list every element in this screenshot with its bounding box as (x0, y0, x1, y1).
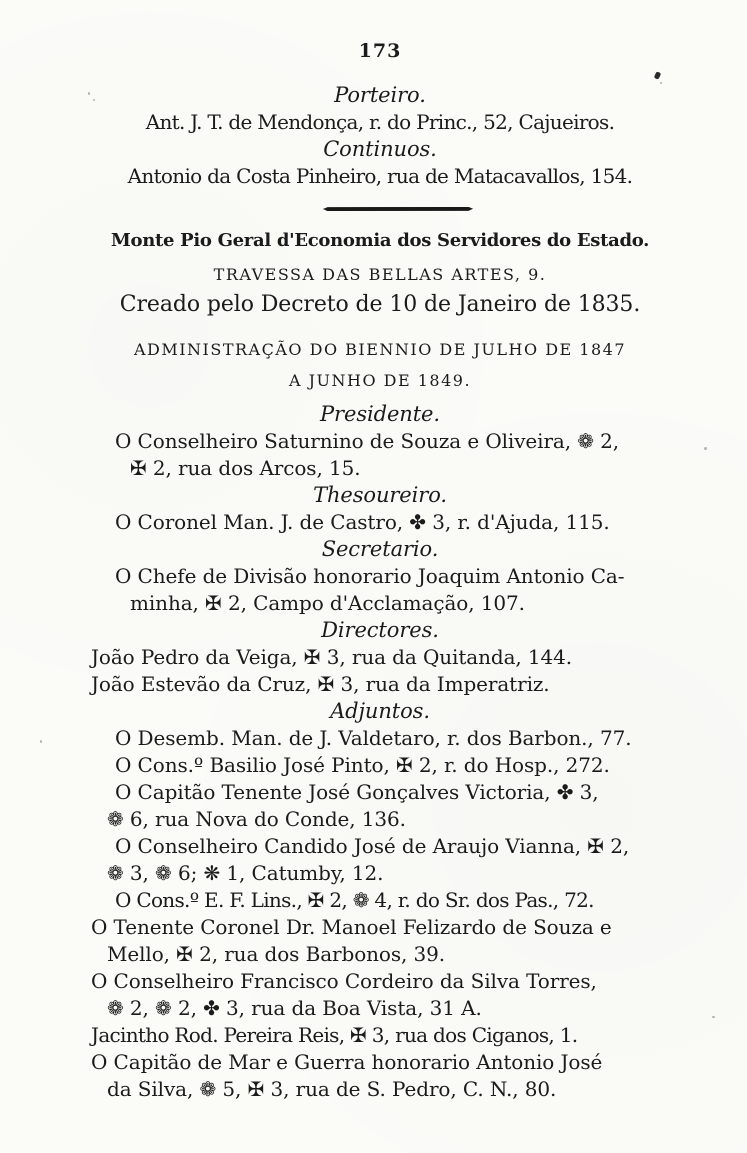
role-heading-thesoureiro: Thesoureiro. (313, 483, 447, 507)
org-title: Monte Pio Geral d'Economia dos Servidores do Estado. (110, 230, 650, 251)
entry-presidente: O Conselheiro Saturnino de Souza e Oliveira, ❁ 2, (115, 429, 620, 453)
entry-secretario-cont: minha, ✠ 2, Campo d'Acclamação, 107. (130, 591, 525, 615)
role-heading-directores: Directores. (321, 618, 439, 642)
entry-adjunto-6-cont: Mello, ✠ 2, rua dos Barbonos, 39. (107, 942, 446, 966)
entry-adjunto-2: O Cons.º Basilio José Pinto, ✠ 2, r. do Hosp., 272. (115, 753, 610, 777)
entry-director-1: João Pedro da Veiga, ✠ 3, rua da Quitanda, 144. (91, 645, 573, 669)
entry-continuo: Antonio da Costa Pinheiro, rua de Matacavallos, 154. (127, 164, 633, 188)
role-heading-porteiro: Porteiro. (334, 83, 426, 107)
role-heading-secretario: Secretario. (321, 537, 439, 561)
org-address: TRAVESSA DAS BELLAS ARTES, 9. (213, 265, 547, 284)
entry-adjunto-3: O Capitão Tenente José Gonçalves Victoria, ✤ 3, (115, 780, 599, 804)
entry-porteiro: Ant. J. T. de Mendonça, r. do Princ., 52, Cajueiros. (145, 110, 615, 134)
entry-adjunto-9-cont: da Silva, ❁ 5, ✠ 3, rua de S. Pedro, C. N., 80. (107, 1077, 557, 1101)
founding-line: Creado pelo Decreto de 10 de Janeiro de 1835. (119, 292, 641, 317)
entry-adjunto-9: O Capitão de Mar e Guerra honorario Antonio José (91, 1050, 603, 1074)
entry-adjunto-4-cont: ❁ 3, ❁ 6; ❋ 1, Catumby, 12. (107, 861, 384, 885)
section-divider (323, 207, 473, 211)
entry-adjunto-5: O Cons.º E. F. Lins., ✠ 2, ❁ 4, r. do Sr. dos Pas., 72. (115, 888, 594, 912)
ink-speck (660, 82, 662, 84)
role-heading-adjuntos: Adjuntos. (330, 699, 430, 723)
ink-speck (712, 1016, 715, 1018)
entry-adjunto-4: O Conselheiro Candido José de Araujo Vianna, ✠ 2, (115, 834, 630, 858)
page-number: 173 (358, 40, 402, 62)
entry-adjunto-6: O Tenente Coronel Dr. Manoel Felizardo de Souza e (91, 915, 612, 939)
entry-secretario: O Chefe de Divisão honorario Joaquim Antonio Ca- (115, 564, 625, 588)
entry-adjunto-7-cont: ❁ 2, ❁ 2, ✤ 3, rua da Boa Vista, 31 A. (107, 996, 482, 1020)
ink-speck (93, 99, 95, 101)
entry-adjunto-1: O Desemb. Man. de J. Valdetaro, r. dos Barbon., 77. (115, 726, 632, 750)
ink-speck (88, 92, 90, 95)
entry-adjunto-7: O Conselheiro Francisco Cordeiro da Silva Torres, (91, 969, 597, 993)
admin-line-2: A JUNHO DE 1849. (288, 371, 472, 390)
admin-line-1: ADMINISTRAÇÃO DO BIENNIO DE JULHO DE 1847 (133, 340, 627, 359)
ink-speck (40, 740, 42, 743)
ink-speck (704, 447, 707, 450)
entry-adjunto-3-cont: ❁ 6, rua Nova do Conde, 136. (107, 807, 406, 831)
text-block (85, 38, 675, 1103)
role-heading-continuos: Continuos. (323, 137, 437, 161)
entry-thesoureiro: O Coronel Man. J. de Castro, ✤ 3, r. d'Ajuda, 115. (115, 510, 610, 534)
entry-director-2: João Estevão da Cruz, ✠ 3, rua da Imperatriz. (91, 672, 550, 696)
entry-adjunto-8: Jacintho Rod. Pereira Reis, ✠ 3, rua dos Ciganos, 1. (91, 1023, 578, 1047)
role-heading-presidente: Presidente. (320, 402, 440, 426)
entry-presidente-cont: ✠ 2, rua dos Arcos, 15. (130, 456, 361, 480)
